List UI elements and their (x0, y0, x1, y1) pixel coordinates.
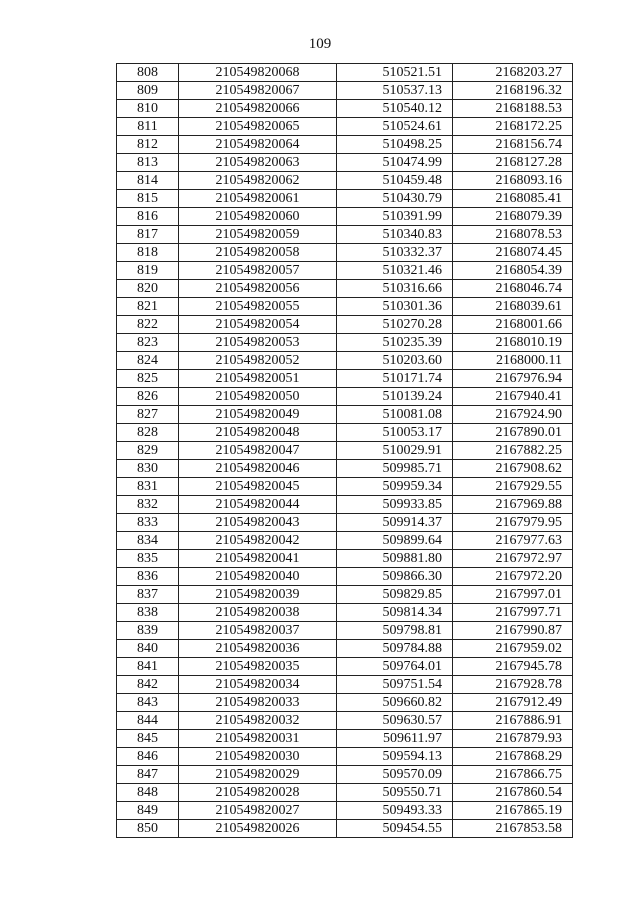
y-coordinate-cell: 2168010.19 (453, 334, 573, 352)
point-id-cell: 210549820061 (179, 190, 337, 208)
table-row (117, 820, 573, 838)
row-number-cell: 832 (117, 496, 179, 514)
table-row (117, 262, 573, 280)
y-coordinate-cell: 2167924.90 (453, 406, 573, 424)
point-id-cell: 210549820031 (179, 730, 337, 748)
table-row (117, 244, 573, 262)
x-coordinate-cell: 510029.91 (337, 442, 453, 460)
y-coordinate-cell: 2168046.74 (453, 280, 573, 298)
y-coordinate-cell: 2167860.54 (453, 784, 573, 802)
row-number-cell: 830 (117, 460, 179, 478)
y-coordinate-cell: 2167908.62 (453, 460, 573, 478)
x-coordinate-cell: 509933.85 (337, 496, 453, 514)
x-coordinate-cell: 510203.60 (337, 352, 453, 370)
x-coordinate-cell: 510537.13 (337, 82, 453, 100)
row-number-cell: 812 (117, 136, 179, 154)
point-id-cell: 210549820063 (179, 154, 337, 172)
point-id-cell: 210549820065 (179, 118, 337, 136)
x-coordinate-cell: 509611.97 (337, 730, 453, 748)
row-number-cell: 836 (117, 568, 179, 586)
x-coordinate-cell: 510391.99 (337, 208, 453, 226)
row-number-cell: 831 (117, 478, 179, 496)
y-coordinate-cell: 2167890.01 (453, 424, 573, 442)
table-row (117, 190, 573, 208)
y-coordinate-cell: 2167976.94 (453, 370, 573, 388)
row-number-cell: 842 (117, 676, 179, 694)
y-coordinate-cell: 2167990.87 (453, 622, 573, 640)
x-coordinate-cell: 510301.36 (337, 298, 453, 316)
point-id-cell: 210549820051 (179, 370, 337, 388)
row-number-cell: 843 (117, 694, 179, 712)
x-coordinate-cell: 510053.17 (337, 424, 453, 442)
point-id-cell: 210549820054 (179, 316, 337, 334)
row-number-cell: 820 (117, 280, 179, 298)
table-row (117, 568, 573, 586)
y-coordinate-cell: 2167853.58 (453, 820, 573, 838)
table-row (117, 496, 573, 514)
table-row (117, 604, 573, 622)
y-coordinate-cell: 2168196.32 (453, 82, 573, 100)
page-number: 109 (308, 36, 332, 52)
row-number-cell: 811 (117, 118, 179, 136)
x-coordinate-cell: 510521.51 (337, 64, 453, 82)
point-id-cell: 210549820068 (179, 64, 337, 82)
point-id-cell: 210549820062 (179, 172, 337, 190)
row-number-cell: 844 (117, 712, 179, 730)
y-coordinate-cell: 2167912.49 (453, 694, 573, 712)
row-number-cell: 817 (117, 226, 179, 244)
row-number-cell: 826 (117, 388, 179, 406)
coordinates-table (116, 63, 573, 838)
x-coordinate-cell: 509959.34 (337, 478, 453, 496)
point-id-cell: 210549820066 (179, 100, 337, 118)
row-number-cell: 846 (117, 748, 179, 766)
x-coordinate-cell: 509550.71 (337, 784, 453, 802)
table-row (117, 82, 573, 100)
x-coordinate-cell: 510332.37 (337, 244, 453, 262)
table-row (117, 478, 573, 496)
row-number-cell: 841 (117, 658, 179, 676)
table-row (117, 154, 573, 172)
table-row (117, 514, 573, 532)
table-row (117, 172, 573, 190)
x-coordinate-cell: 510340.83 (337, 226, 453, 244)
point-id-cell: 210549820046 (179, 460, 337, 478)
x-coordinate-cell: 510540.12 (337, 100, 453, 118)
row-number-cell: 819 (117, 262, 179, 280)
y-coordinate-cell: 2168085.41 (453, 190, 573, 208)
y-coordinate-cell: 2167997.01 (453, 586, 573, 604)
y-coordinate-cell: 2167929.55 (453, 478, 573, 496)
y-coordinate-cell: 2167879.93 (453, 730, 573, 748)
y-coordinate-cell: 2168001.66 (453, 316, 573, 334)
point-id-cell: 210549820036 (179, 640, 337, 658)
point-id-cell: 210549820053 (179, 334, 337, 352)
x-coordinate-cell: 509829.85 (337, 586, 453, 604)
row-number-cell: 814 (117, 172, 179, 190)
point-id-cell: 210549820045 (179, 478, 337, 496)
y-coordinate-cell: 2168188.53 (453, 100, 573, 118)
table-body (117, 64, 573, 838)
table-row (117, 694, 573, 712)
row-number-cell: 821 (117, 298, 179, 316)
point-id-cell: 210549820038 (179, 604, 337, 622)
point-id-cell: 210549820042 (179, 532, 337, 550)
table-row (117, 640, 573, 658)
point-id-cell: 210549820039 (179, 586, 337, 604)
y-coordinate-cell: 2167865.19 (453, 802, 573, 820)
table-row (117, 460, 573, 478)
x-coordinate-cell: 509764.01 (337, 658, 453, 676)
x-coordinate-cell: 510321.46 (337, 262, 453, 280)
y-coordinate-cell: 2167866.75 (453, 766, 573, 784)
table-row (117, 586, 573, 604)
point-id-cell: 210549820064 (179, 136, 337, 154)
y-coordinate-cell: 2167886.91 (453, 712, 573, 730)
point-id-cell: 210549820047 (179, 442, 337, 460)
y-coordinate-cell: 2167997.71 (453, 604, 573, 622)
point-id-cell: 210549820060 (179, 208, 337, 226)
x-coordinate-cell: 509866.30 (337, 568, 453, 586)
y-coordinate-cell: 2168039.61 (453, 298, 573, 316)
row-number-cell: 827 (117, 406, 179, 424)
table-row (117, 100, 573, 118)
row-number-cell: 838 (117, 604, 179, 622)
row-number-cell: 834 (117, 532, 179, 550)
x-coordinate-cell: 510270.28 (337, 316, 453, 334)
point-id-cell: 210549820049 (179, 406, 337, 424)
x-coordinate-cell: 510430.79 (337, 190, 453, 208)
y-coordinate-cell: 2168054.39 (453, 262, 573, 280)
point-id-cell: 210549820067 (179, 82, 337, 100)
y-coordinate-cell: 2168172.25 (453, 118, 573, 136)
row-number-cell: 835 (117, 550, 179, 568)
table-row (117, 352, 573, 370)
x-coordinate-cell: 509881.80 (337, 550, 453, 568)
row-number-cell: 816 (117, 208, 179, 226)
row-number-cell: 809 (117, 82, 179, 100)
table-row (117, 388, 573, 406)
y-coordinate-cell: 2168127.28 (453, 154, 573, 172)
table-row (117, 622, 573, 640)
x-coordinate-cell: 509814.34 (337, 604, 453, 622)
x-coordinate-cell: 509454.55 (337, 820, 453, 838)
row-number-cell: 840 (117, 640, 179, 658)
y-coordinate-cell: 2167969.88 (453, 496, 573, 514)
x-coordinate-cell: 510139.24 (337, 388, 453, 406)
x-coordinate-cell: 510081.08 (337, 406, 453, 424)
point-id-cell: 210549820033 (179, 694, 337, 712)
y-coordinate-cell: 2167979.95 (453, 514, 573, 532)
table-row (117, 118, 573, 136)
point-id-cell: 210549820027 (179, 802, 337, 820)
row-number-cell: 822 (117, 316, 179, 334)
table-row (117, 406, 573, 424)
row-number-cell: 833 (117, 514, 179, 532)
point-id-cell: 210549820041 (179, 550, 337, 568)
row-number-cell: 818 (117, 244, 179, 262)
x-coordinate-cell: 509798.81 (337, 622, 453, 640)
y-coordinate-cell: 2167882.25 (453, 442, 573, 460)
y-coordinate-cell: 2167977.63 (453, 532, 573, 550)
y-coordinate-cell: 2168000.11 (453, 352, 573, 370)
x-coordinate-cell: 509914.37 (337, 514, 453, 532)
point-id-cell: 210549820026 (179, 820, 337, 838)
table-row (117, 802, 573, 820)
x-coordinate-cell: 510498.25 (337, 136, 453, 154)
table-row (117, 784, 573, 802)
table-row (117, 658, 573, 676)
x-coordinate-cell: 509570.09 (337, 766, 453, 784)
point-id-cell: 210549820056 (179, 280, 337, 298)
point-id-cell: 210549820052 (179, 352, 337, 370)
point-id-cell: 210549820030 (179, 748, 337, 766)
point-id-cell: 210549820028 (179, 784, 337, 802)
x-coordinate-cell: 510459.48 (337, 172, 453, 190)
table-row (117, 532, 573, 550)
row-number-cell: 850 (117, 820, 179, 838)
row-number-cell: 823 (117, 334, 179, 352)
row-number-cell: 839 (117, 622, 179, 640)
y-coordinate-cell: 2168156.74 (453, 136, 573, 154)
point-id-cell: 210549820050 (179, 388, 337, 406)
table-row (117, 64, 573, 82)
x-coordinate-cell: 509660.82 (337, 694, 453, 712)
x-coordinate-cell: 509594.13 (337, 748, 453, 766)
x-coordinate-cell: 509899.64 (337, 532, 453, 550)
row-number-cell: 828 (117, 424, 179, 442)
x-coordinate-cell: 509985.71 (337, 460, 453, 478)
x-coordinate-cell: 510316.66 (337, 280, 453, 298)
y-coordinate-cell: 2167945.78 (453, 658, 573, 676)
row-number-cell: 845 (117, 730, 179, 748)
point-id-cell: 210549820035 (179, 658, 337, 676)
y-coordinate-cell: 2167928.78 (453, 676, 573, 694)
x-coordinate-cell: 509751.54 (337, 676, 453, 694)
row-number-cell: 837 (117, 586, 179, 604)
x-coordinate-cell: 510171.74 (337, 370, 453, 388)
point-id-cell: 210549820037 (179, 622, 337, 640)
x-coordinate-cell: 509784.88 (337, 640, 453, 658)
point-id-cell: 210549820055 (179, 298, 337, 316)
row-number-cell: 829 (117, 442, 179, 460)
point-id-cell: 210549820059 (179, 226, 337, 244)
y-coordinate-cell: 2168093.16 (453, 172, 573, 190)
row-number-cell: 825 (117, 370, 179, 388)
table-row (117, 208, 573, 226)
x-coordinate-cell: 510474.99 (337, 154, 453, 172)
row-number-cell: 849 (117, 802, 179, 820)
point-id-cell: 210549820040 (179, 568, 337, 586)
row-number-cell: 810 (117, 100, 179, 118)
y-coordinate-cell: 2168074.45 (453, 244, 573, 262)
y-coordinate-cell: 2168078.53 (453, 226, 573, 244)
point-id-cell: 210549820043 (179, 514, 337, 532)
x-coordinate-cell: 509493.33 (337, 802, 453, 820)
y-coordinate-cell: 2167940.41 (453, 388, 573, 406)
row-number-cell: 813 (117, 154, 179, 172)
table-row (117, 766, 573, 784)
point-id-cell: 210549820032 (179, 712, 337, 730)
row-number-cell: 808 (117, 64, 179, 82)
row-number-cell: 815 (117, 190, 179, 208)
table-row (117, 712, 573, 730)
table-row (117, 280, 573, 298)
y-coordinate-cell: 2168079.39 (453, 208, 573, 226)
row-number-cell: 824 (117, 352, 179, 370)
point-id-cell: 210549820058 (179, 244, 337, 262)
point-id-cell: 210549820048 (179, 424, 337, 442)
table-row (117, 334, 573, 352)
table-row (117, 370, 573, 388)
x-coordinate-cell: 510524.61 (337, 118, 453, 136)
table-row (117, 550, 573, 568)
table-row (117, 226, 573, 244)
point-id-cell: 210549820029 (179, 766, 337, 784)
table-row (117, 748, 573, 766)
y-coordinate-cell: 2167972.20 (453, 568, 573, 586)
y-coordinate-cell: 2167972.97 (453, 550, 573, 568)
table-row (117, 730, 573, 748)
y-coordinate-cell: 2167868.29 (453, 748, 573, 766)
x-coordinate-cell: 509630.57 (337, 712, 453, 730)
y-coordinate-cell: 2167959.02 (453, 640, 573, 658)
x-coordinate-cell: 510235.39 (337, 334, 453, 352)
y-coordinate-cell: 2168203.27 (453, 64, 573, 82)
table-row (117, 676, 573, 694)
point-id-cell: 210549820044 (179, 496, 337, 514)
table-row (117, 136, 573, 154)
table-row (117, 424, 573, 442)
point-id-cell: 210549820057 (179, 262, 337, 280)
table-row (117, 442, 573, 460)
point-id-cell: 210549820034 (179, 676, 337, 694)
row-number-cell: 847 (117, 766, 179, 784)
table-row (117, 298, 573, 316)
table-row (117, 316, 573, 334)
row-number-cell: 848 (117, 784, 179, 802)
